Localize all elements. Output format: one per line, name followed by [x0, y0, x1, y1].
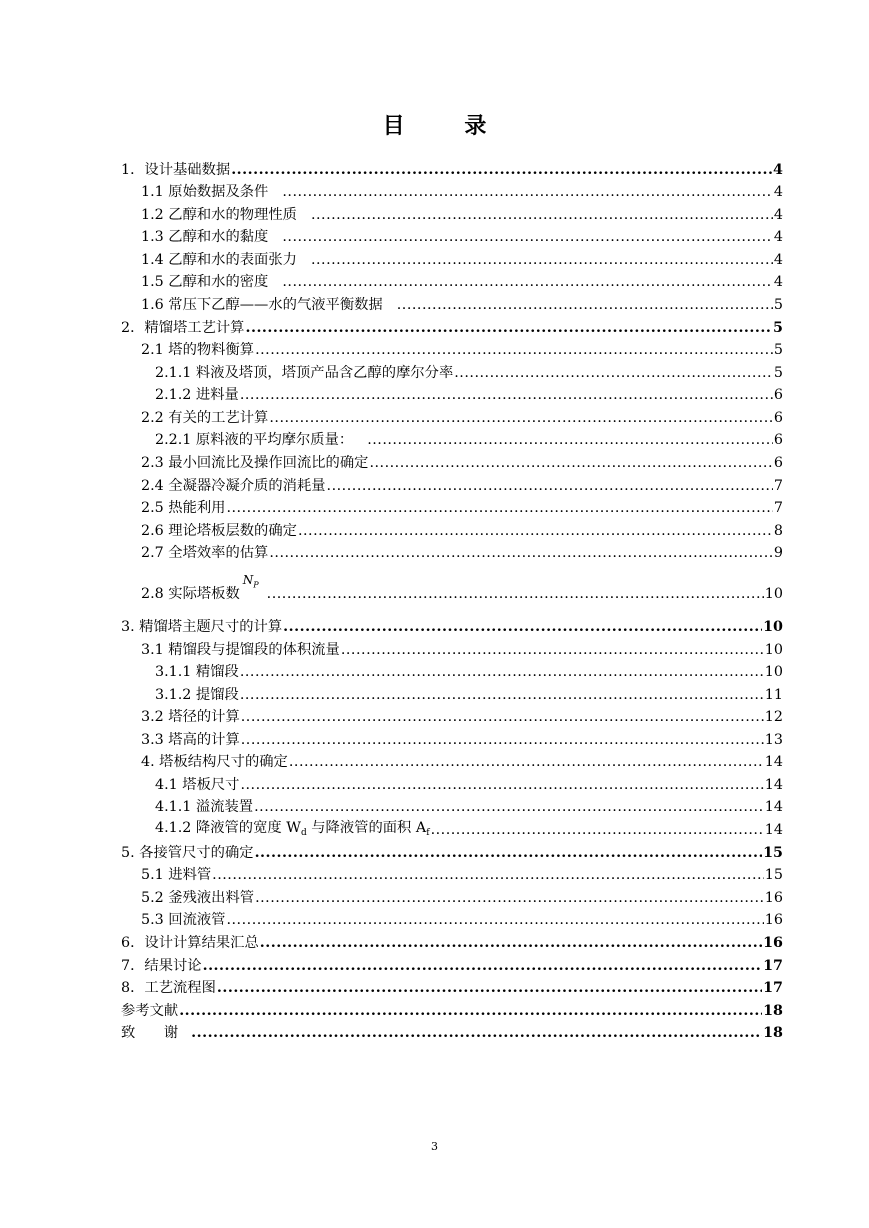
- toc-entry-3-1[interactable]: [141, 637, 783, 659]
- math-symbol-subscript: P: [253, 580, 259, 589]
- toc-entry-page: 15: [764, 867, 783, 883]
- toc-entry-text: 4.1.1 溢流装置: [155, 799, 254, 815]
- toc-entry-text: [155, 819, 430, 839]
- toc-entry-text: 4.1 塔板尺寸: [155, 777, 240, 793]
- toc-entry-text: 2.1 塔的物料衡算: [141, 342, 255, 358]
- toc-entry-2[interactable]: [121, 315, 783, 337]
- toc-entry-2-7[interactable]: [141, 540, 783, 562]
- toc-entry-page: 4: [773, 184, 783, 200]
- toc-leader: [240, 663, 764, 681]
- toc-leader: [311, 251, 773, 269]
- toc-entry-references[interactable]: [121, 998, 783, 1020]
- toc-entry-page: 14: [764, 799, 783, 815]
- toc-entry-text: 6．设计计算结果汇总: [121, 935, 259, 951]
- toc-entry-text-part: 与降液管的面积 A: [306, 820, 427, 836]
- toc-entry-2-4[interactable]: [141, 473, 783, 495]
- toc-entry-text: 2.1.1 料液及塔顶，塔顶产品含乙醇的摩尔分率: [155, 365, 454, 381]
- toc-entry-4[interactable]: [141, 749, 783, 771]
- math-symbol-np: [243, 571, 259, 594]
- toc-entry-page: 16: [763, 935, 783, 951]
- toc-entry-6[interactable]: [121, 930, 783, 952]
- toc-entry-1[interactable]: [121, 157, 783, 179]
- subscript-f: f: [426, 828, 430, 838]
- toc-leader: [397, 296, 773, 314]
- toc-leader: [367, 431, 773, 449]
- toc-leader: [255, 844, 763, 862]
- toc-entry-page: 14: [764, 754, 783, 770]
- toc-entry-page: 14: [764, 777, 783, 793]
- toc-entry-text: 3.1.1 精馏段: [155, 664, 239, 680]
- toc-entry-text: 1.1 原始数据及条件: [141, 184, 269, 200]
- toc-leader: [191, 1024, 762, 1042]
- toc-entry-text: 3.1 精馏段与提馏段的体积流量: [141, 642, 340, 658]
- toc-leader: [454, 364, 773, 382]
- toc-entry-text: 1．设计基础数据: [121, 162, 231, 178]
- toc-entry-text: 1.6 常压下乙醇——水的气液平衡数据: [141, 297, 383, 313]
- toc-entry-page: 6: [773, 387, 783, 403]
- toc-entry-2-5[interactable]: [141, 495, 783, 517]
- toc-entry-page: 10: [764, 586, 783, 602]
- toc-entry-text: 7．结果讨论: [121, 958, 202, 974]
- toc-entry-page: 6: [773, 432, 783, 448]
- toc-entry-text: 2.2 有关的工艺计算: [141, 410, 269, 426]
- toc-entry-2-1-2[interactable]: [155, 382, 783, 404]
- toc-leader: [255, 889, 764, 907]
- toc-entry-text: 5.2 釜残液出料管: [141, 890, 255, 906]
- toc-entry-page: 4: [773, 207, 783, 223]
- toc-leader: [283, 618, 762, 636]
- toc-entry-2-2[interactable]: [141, 405, 783, 427]
- toc-entry-page: 18: [763, 1025, 783, 1041]
- toc-entry-page: 16: [764, 912, 783, 928]
- toc-entry-text: 2.7 全塔效率的估算: [141, 545, 269, 561]
- toc-entry-4-1[interactable]: [155, 772, 783, 794]
- toc-entry-2-2-1[interactable]: [155, 427, 783, 449]
- toc-entry-3-3[interactable]: [141, 727, 783, 749]
- toc-entry-text: 2.6 理论塔板层数的确定: [141, 523, 297, 539]
- toc-entry-page: 16: [764, 890, 783, 906]
- toc-entry-page: 12: [764, 709, 783, 725]
- toc-leader: [282, 273, 773, 291]
- toc-entry-text: 2.3 最小回流比及操作回流比的确定: [141, 455, 369, 471]
- toc-entry-3[interactable]: [121, 614, 783, 636]
- toc-entry-page: 17: [763, 980, 783, 996]
- toc-leader: [282, 228, 773, 246]
- toc-entry-text: 参考文献: [121, 1003, 179, 1019]
- toc-entry-2-3[interactable]: [141, 450, 783, 472]
- toc-entry-page: 4: [773, 162, 783, 178]
- toc-leader: [289, 753, 764, 771]
- toc-entry-page: 13: [764, 732, 783, 748]
- toc-leader: [212, 866, 764, 884]
- toc-entry-page: 15: [763, 845, 783, 861]
- toc-entry-3-1-1[interactable]: [155, 659, 783, 681]
- toc-entry-1-2[interactable]: [141, 202, 783, 224]
- toc-leader: [231, 161, 772, 179]
- toc-entry-text: 4. 塔板结构尺寸的确定: [141, 754, 288, 770]
- toc-entry-5-2[interactable]: [141, 885, 783, 907]
- toc-entry-page: 14: [764, 822, 783, 838]
- toc-entry-text: 3. 精馏塔主题尺寸的计算: [121, 619, 283, 635]
- toc-entry-2-8[interactable]: [141, 572, 783, 603]
- toc-leader: [240, 686, 764, 704]
- toc-entry-text: 1.2 乙醇和水的物理性质: [141, 207, 297, 223]
- toc-leader: [241, 731, 764, 749]
- toc-entry-1-5[interactable]: [141, 269, 783, 291]
- toc-entry-3-1-2[interactable]: [155, 682, 783, 704]
- toc-leader: [431, 821, 764, 839]
- toc-entry-5-1[interactable]: [141, 862, 783, 884]
- toc-leader: [226, 499, 772, 517]
- toc-entry-page: 5: [773, 365, 783, 381]
- toc-entry-text: 5.1 进料管: [141, 867, 212, 883]
- toc-leader: [311, 206, 773, 224]
- toc-entry-page: 11: [764, 687, 783, 703]
- toc-entry-text: 3.2 塔径的计算: [141, 709, 240, 725]
- toc-leader: [245, 319, 772, 337]
- toc-leader: [341, 641, 764, 659]
- toc-entry-4-1-2[interactable]: [155, 817, 783, 839]
- toc-entry-text: 2.8 实际塔板数: [141, 586, 240, 602]
- toc-entry-text: 1.4 乙醇和水的表面张力: [141, 252, 297, 268]
- toc-entry-2-1-1[interactable]: [155, 360, 783, 382]
- toc-entry-4-1-1[interactable]: [155, 794, 783, 816]
- toc-leader: [254, 798, 764, 816]
- toc-leader: [226, 911, 763, 929]
- toc-leader: [255, 341, 773, 359]
- toc-entry-1-1[interactable]: [141, 179, 783, 201]
- toc-entry-page: 10: [763, 619, 783, 635]
- toc-entry-text: 致 谢: [121, 1025, 191, 1041]
- toc-title: 目 录: [382, 114, 513, 139]
- toc-entry-text: 2．精馏塔工艺计算: [121, 320, 245, 336]
- toc-entry-page: 4: [773, 274, 783, 290]
- toc-leader: [269, 409, 773, 427]
- subscript-d: d: [300, 828, 307, 838]
- toc-entry-1-6[interactable]: [141, 292, 783, 314]
- toc-leader: [298, 522, 773, 540]
- page-number: 3: [431, 1140, 438, 1153]
- toc-leader: [267, 585, 764, 603]
- toc-entry-text: 5.3 回流液管: [141, 912, 226, 928]
- toc-leader: [203, 957, 763, 975]
- toc-entry-text: 8．工艺流程图: [121, 980, 216, 996]
- toc-entry-page: 8: [773, 523, 783, 539]
- toc-leader: [240, 776, 763, 794]
- toc-leader: [179, 1002, 762, 1020]
- toc-leader: [241, 708, 764, 726]
- math-symbol-base: N: [242, 572, 254, 587]
- toc-entry-3-2[interactable]: [141, 704, 783, 726]
- toc-leader: [240, 386, 773, 404]
- toc-entry-page: 5: [773, 320, 783, 336]
- toc-entry-acknowledgements[interactable]: [121, 1020, 783, 1042]
- toc-entry-text: 2.2.1 原料液的平均摩尔质量：: [155, 432, 354, 448]
- toc-entry-page: 7: [773, 478, 783, 494]
- toc-entry-text: 1.3 乙醇和水的黏度: [141, 229, 269, 245]
- toc-entry-7[interactable]: [121, 953, 783, 975]
- toc-entry-page: 5: [773, 342, 783, 358]
- toc-entry-page: 7: [773, 500, 783, 516]
- toc-entry-page: 5: [773, 297, 783, 313]
- toc-entry-page: 17: [763, 958, 783, 974]
- toc-entry-text: 1.5 乙醇和水的密度: [141, 274, 269, 290]
- toc-entry-text: 2.1.2 进料量: [155, 387, 239, 403]
- toc-entry-page: 4: [773, 252, 783, 268]
- toc-leader: [269, 544, 773, 562]
- toc-entry-text: 5. 各接管尺寸的确定: [121, 845, 254, 861]
- toc-entry-5-3[interactable]: [141, 907, 783, 929]
- toc-entry-text: 2.4 全凝器冷凝介质的消耗量: [141, 478, 326, 494]
- toc-entry-8[interactable]: [121, 975, 783, 997]
- toc-leader: [369, 454, 772, 472]
- toc-entry-text: 2.5 热能利用: [141, 500, 226, 516]
- toc-entry-text-part: 4.1.2 降液管的宽度 W: [155, 820, 301, 836]
- toc-entry-page: 18: [763, 1003, 783, 1019]
- toc-entry-1-4[interactable]: [141, 247, 783, 269]
- toc-leader: [260, 934, 762, 952]
- toc-entry-2-1[interactable]: [141, 337, 783, 359]
- toc-entry-page: 10: [764, 642, 783, 658]
- toc-entry-5[interactable]: [121, 840, 783, 862]
- toc-leader: [217, 979, 762, 997]
- toc-entry-1-3[interactable]: [141, 224, 783, 246]
- toc-entry-page: 4: [773, 229, 783, 245]
- toc-entry-page: 9: [773, 545, 783, 561]
- toc-entry-page: 6: [773, 410, 783, 426]
- toc-leader: [327, 477, 773, 495]
- toc-entry-page: 6: [773, 455, 783, 471]
- toc-leader: [282, 183, 773, 201]
- toc-entry-2-6[interactable]: [141, 518, 783, 540]
- toc-entry-text: 3.1.2 提馏段: [155, 687, 239, 703]
- toc-entry-text: 3.3 塔高的计算: [141, 732, 240, 748]
- toc-entry-page: 10: [764, 664, 783, 680]
